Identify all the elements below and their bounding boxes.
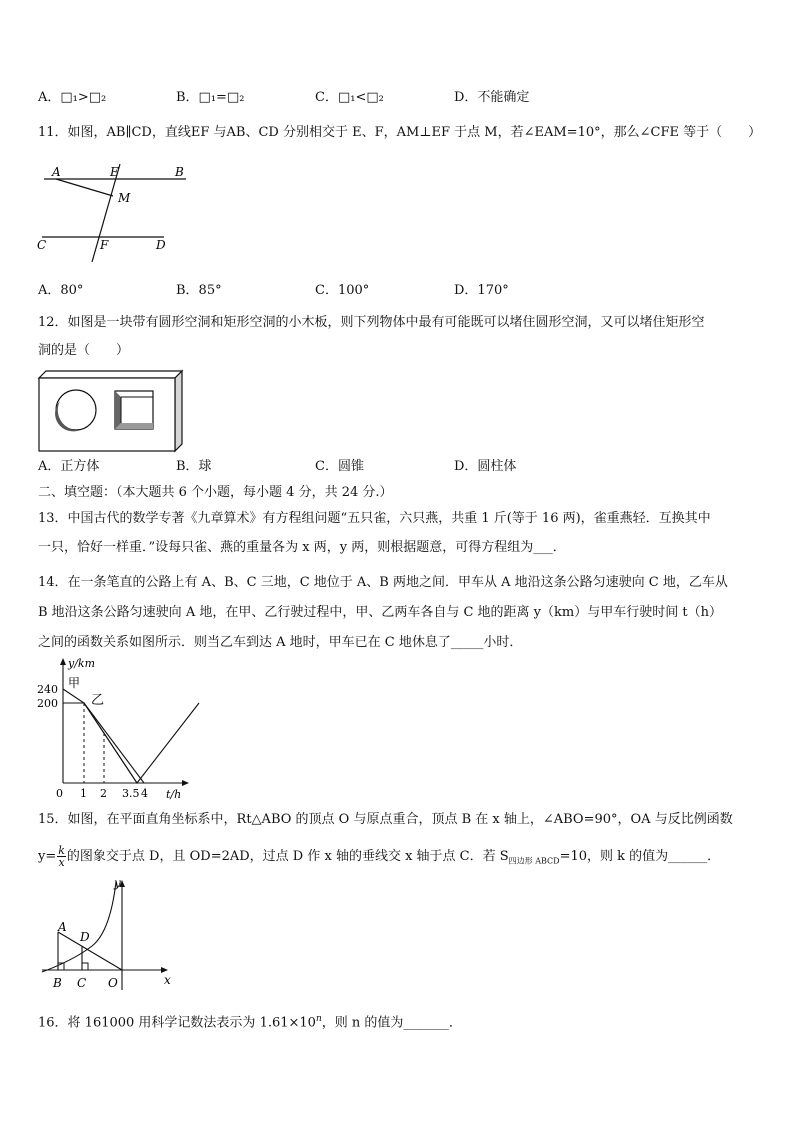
q12-text-line2: 洞的是（ ）	[38, 343, 130, 358]
q10-option-d: D．不能确定	[454, 90, 530, 105]
q14-y-tick-200: 200	[37, 697, 58, 710]
q14-distance-time-graph	[34, 656, 234, 804]
q15-label-d: D	[80, 930, 90, 944]
q15-text-end: =10，则 k 的值为______．	[559, 849, 721, 864]
q13-text-line1: 13．中国古代的数学专著《九章算术》有方程组问题“五只雀，六只燕，共重 1 斤(等于 16 两)，雀重燕轻．互换其中	[38, 511, 711, 526]
q14-x-tick-1: 1	[80, 787, 87, 800]
q11-parallel-lines-figure	[34, 160, 194, 270]
q14-x-tick-3-5: 3.5	[122, 787, 140, 800]
q13-text-line2: 一只，恰好一样重．”设每只雀、燕的重量各为 x 两，y 两，则根据题意，可得方程组为___．	[38, 540, 566, 555]
q11-option-c: C．100°	[315, 283, 370, 298]
q14-text-line1: 14．在一条笔直的公路上有 A、B、C 三地，C 地位于 A、B 两地之间．甲车从 A 地沿这条公路匀速驶向 C 地，乙车从	[38, 575, 728, 590]
q12-option-d: D．圆柱体	[454, 459, 517, 474]
q15-text-middle: 的图象交于点 D，且 OD=2AD，过点 D 作 x 轴的垂线交 x 轴于点 C．若 S	[66, 849, 509, 864]
q15-label-o: O	[108, 976, 118, 990]
q14-y-axis-label: y/km	[68, 657, 96, 670]
q11-label-b: B	[175, 165, 184, 179]
q16-text-start: 16．将 161000 用科学记数法表示为 1.61×10	[38, 1015, 316, 1031]
q11-label-f: F	[100, 238, 109, 252]
q11-option-d: D．170°	[454, 283, 509, 298]
q11-label-a: A	[52, 165, 61, 179]
q15-fraction-numerator: k	[58, 844, 65, 857]
q15-fraction-denominator: x	[58, 856, 65, 869]
q14-x-tick-4: 4	[141, 787, 148, 800]
q11-label-d: D	[156, 238, 166, 252]
q10-option-c: C．□₁<□₂	[315, 90, 384, 105]
q16-exponent: n	[315, 1014, 322, 1024]
q11-label-m: M	[118, 191, 131, 205]
q15-text-line1: 15．如图，在平面直角坐标系中，Rt△ABO 的顶点 O 与原点重合，顶点 B 在 x 轴上，∠ABO=90°，OA 与反比例函数	[38, 812, 733, 827]
q14-text-line3: 之间的函数关系如图所示．则当乙车到达 A 地时，甲车已在 C 地休息了_____小时．	[38, 635, 523, 650]
q15-label-c: C	[77, 976, 87, 990]
q11-label-e: E	[110, 165, 119, 179]
q10-option-b: B．□₁=□₂	[176, 90, 245, 105]
q14-series-jia-label: 甲	[68, 676, 81, 690]
q12-option-a: A．正方体	[38, 459, 100, 474]
q15-y-equals: y=	[38, 849, 57, 864]
q14-y-tick-240: 240	[37, 683, 58, 696]
q10-option-a: A．□₁>□₂	[38, 90, 107, 105]
q14-x-tick-2: 2	[100, 787, 107, 800]
q12-option-c: C．圆锥	[315, 459, 364, 474]
q15-label-b: B	[53, 976, 62, 990]
q15-coordinate-figure	[34, 874, 184, 996]
q14-series-yi-label: 乙	[91, 693, 105, 708]
q11-text: 11．如图，AB∥CD，直线EF 与AB、CD 分别相交于 E、F，AM⊥EF 于点 M，若∠EAM=10°，那么∠CFE 等于（ ）	[38, 125, 762, 140]
q15-x-axis-label: x	[164, 973, 171, 987]
q15-area-subscript: 四边形 ABCD	[508, 856, 560, 866]
q12-board-figure	[36, 368, 186, 454]
q11-option-b: B．85°	[176, 283, 222, 298]
q15-fraction-k-over-x	[57, 845, 66, 868]
q14-x-tick-0: 0	[56, 787, 63, 800]
q12-text-line1: 12．如图是一块带有圆形空洞和矩形空洞的小木板，则下列物体中最有可能既可以堵住圆形空洞，又可以堵住矩形空	[38, 315, 705, 330]
q15-text-line2	[38, 845, 720, 870]
q14-x-axis-label: t/h	[166, 788, 182, 801]
q16-text	[38, 1011, 462, 1031]
q15-label-a: A	[58, 920, 67, 934]
q11-label-c: C	[37, 238, 47, 252]
q16-text-end: ，则 n 的值为_______．	[321, 1015, 462, 1031]
q15-y-axis-label: y	[114, 876, 121, 890]
section-fill-in-heading: 二、填空题：（本大题共 6 个小题，每小题 4 分，共 24 分.）	[38, 485, 393, 500]
q14-text-line2: B 地沿这条公路匀速驶向 A 地，在甲、乙行驶过程中，甲、乙两车各自与 C 地的距离 y（km）与甲车行驶时间 t（h）	[38, 605, 722, 620]
q12-option-b: B．球	[176, 459, 212, 474]
q11-option-a: A．80°	[38, 283, 84, 298]
